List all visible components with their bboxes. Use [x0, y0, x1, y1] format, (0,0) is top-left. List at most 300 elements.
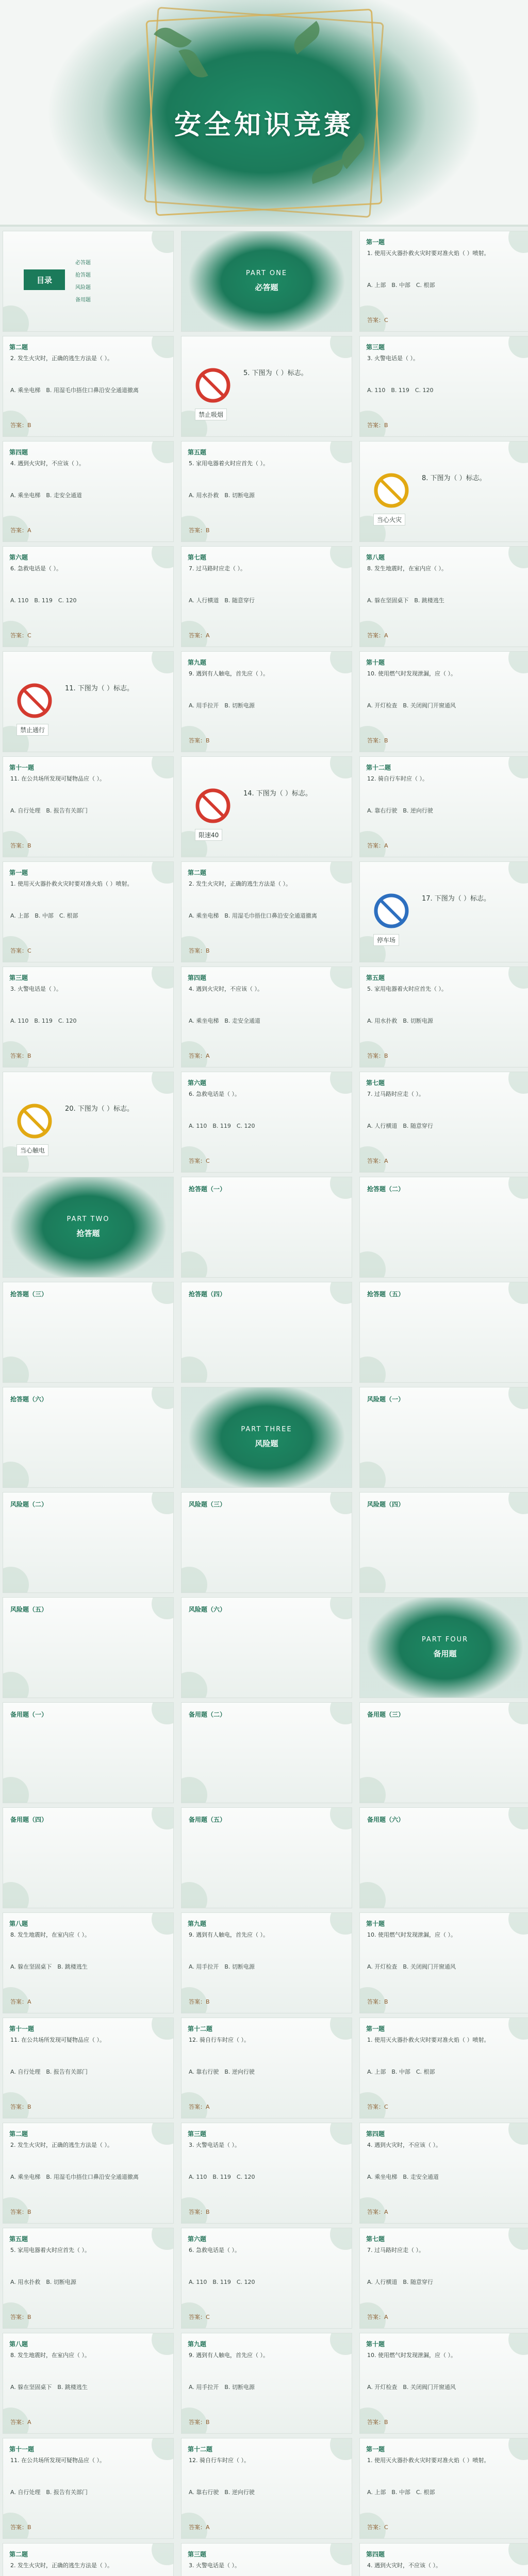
question-text: 9. 遇到有人触电，首先应（ ）。 [189, 2352, 269, 2359]
question-text: 5. 家用电器着火时应首先（ ）。 [10, 2247, 90, 2253]
question-answer: 答案：C [189, 2314, 210, 2320]
question-number: 第三题 [9, 974, 28, 981]
round-slide [181, 1177, 352, 1278]
question-number: 第七题 [366, 2235, 385, 2243]
toc-item: 风险题 [75, 285, 91, 291]
question-options: A. 自行处理 B. 报告有关部门 [10, 2069, 88, 2075]
sign-question: 20. 下图为（ ）标志。 [65, 1105, 134, 1113]
question-answer: 答案：B [10, 2314, 31, 2320]
sign-answer-label: 停车场 [373, 934, 399, 946]
part-name: 备用题 [433, 1649, 457, 1658]
sign-answer-label: 当心触电 [16, 1144, 48, 1156]
question-options: A. 用水扑救 B. 切断电源 [367, 1018, 433, 1024]
question-slide [359, 2228, 528, 2329]
corner-decoration [3, 1882, 29, 1908]
question-answer: 答案：A [189, 2104, 210, 2110]
question-text: 12. 骑自行车时应（ ）。 [189, 2037, 250, 2043]
question-slide [181, 651, 352, 752]
question-number: 第八题 [9, 1920, 28, 1927]
question-text: 8. 发生地震时，在室内应（ ）。 [10, 1931, 90, 1938]
question-slide [3, 336, 174, 437]
question-number: 第九题 [188, 1920, 207, 1927]
question-slide [181, 861, 352, 962]
corner-decoration [152, 1282, 174, 1304]
question-number: 第九题 [188, 2341, 207, 2348]
question-answer: 答案：B [10, 1053, 31, 1059]
question-text: 6. 急救电话是（ ）。 [189, 1091, 240, 1097]
sign-slide [359, 441, 528, 542]
round-label: 风险题（五） [10, 1606, 48, 1613]
question-answer: 答案：C [367, 317, 388, 324]
question-slide [181, 1072, 352, 1173]
question-text: 12. 骑自行车时应（ ）。 [367, 775, 428, 782]
question-answer: 答案：A [10, 527, 31, 534]
question-number: 第七题 [366, 1079, 385, 1087]
question-options: A. 用水扑救 B. 切断电源 [189, 492, 255, 499]
question-slide [359, 2333, 528, 2434]
question-text: 2. 发生火灾时，正确的逃生方法是（ ）。 [10, 2142, 113, 2148]
question-options: A. 靠右行驶 B. 逆向行驶 [367, 807, 433, 814]
question-answer: 答案：A [189, 1053, 210, 1059]
question-options: A. 上部 B. 中部 C. 根部 [10, 912, 78, 919]
question-options: A. 开灯检查 B. 关闭阀门开窗通风 [367, 702, 456, 709]
question-options: A. 躲在坚固桌下 B. 跳楼逃生 [10, 2384, 88, 2391]
question-slide [359, 1912, 528, 2013]
question-number: 第十一题 [9, 2025, 35, 2032]
sign-answer-label: 禁止通行 [16, 724, 48, 736]
round-label: 风险题（四） [367, 1501, 405, 1508]
corner-decoration [330, 1492, 352, 1514]
question-options: A. 110 B. 119 C. 120 [189, 2174, 255, 2180]
question-answer: 答案：B [189, 527, 210, 534]
question-options: A. 开灯检查 B. 关闭阀门开窗通风 [367, 1963, 456, 1970]
question-number: 第十一题 [9, 764, 35, 771]
sign-slide [359, 861, 528, 962]
question-text: 10. 使用燃气时发现泄漏，应（ ）。 [367, 670, 456, 677]
corner-decoration [330, 1597, 352, 1619]
question-slide [359, 2123, 528, 2224]
question-slide [3, 861, 174, 962]
round-slide [359, 1702, 528, 1803]
corner-decoration [359, 1462, 386, 1488]
corner-decoration [508, 1282, 528, 1304]
question-number: 第一题 [366, 239, 385, 246]
question-slide [3, 2123, 174, 2224]
question-number: 第一题 [366, 2446, 385, 2453]
question-slide [3, 756, 174, 857]
sign-question: 5. 下图为（ ）标志。 [243, 369, 308, 377]
question-options: A. 躲在坚固桌下 B. 跳楼逃生 [367, 597, 444, 604]
question-options: A. 乘坐电梯 B. 用湿毛巾捂住口鼻沿安全通道撤离 [10, 387, 139, 394]
question-slide [3, 2018, 174, 2119]
sign-question: 8. 下图为（ ）标志。 [422, 474, 486, 482]
question-number: 第十题 [366, 659, 385, 666]
question-slide [181, 1912, 352, 2013]
corner-decoration [508, 1177, 528, 1199]
corner-decoration [359, 1251, 386, 1278]
question-options: A. 乘坐电梯 B. 走安全通道 [189, 1018, 260, 1024]
question-slide [359, 756, 528, 857]
question-slide [3, 2543, 174, 2576]
question-slide [359, 336, 528, 437]
question-answer: 答案：B [10, 2209, 31, 2215]
question-number: 第二题 [188, 869, 207, 876]
question-options: A. 上部 B. 中部 C. 根部 [367, 2489, 435, 2496]
round-slide [181, 1282, 352, 1383]
round-label: 风险题（六） [189, 1606, 226, 1613]
question-number: 第一题 [366, 2025, 385, 2032]
corner-decoration [152, 231, 174, 253]
part-name: 必答题 [255, 283, 278, 292]
round-label: 抢答题（一） [189, 1185, 226, 1193]
question-number: 第六题 [9, 554, 28, 561]
round-slide [181, 1492, 352, 1593]
question-number: 第六题 [188, 1079, 207, 1087]
round-label: 备用题（四） [10, 1816, 48, 1823]
round-slide [3, 1282, 174, 1383]
sign-answer-label: 禁止吸烟 [195, 409, 227, 420]
question-slide [181, 2438, 352, 2539]
question-options: A. 乘坐电梯 B. 走安全通道 [367, 2174, 439, 2180]
question-options: A. 靠右行驶 B. 逆向行驶 [189, 2489, 255, 2496]
question-options: A. 人行横道 B. 随意穿行 [367, 1123, 433, 1129]
corner-decoration [152, 651, 174, 673]
question-text: 11. 在公共场所发现可疑物品应（ ）。 [10, 775, 105, 782]
question-options: A. 乘坐电梯 B. 用湿毛巾捂住口鼻沿安全通道撤离 [10, 2174, 139, 2180]
question-slide [359, 651, 528, 752]
corner-decoration [3, 1672, 29, 1698]
question-number: 第十二题 [188, 2025, 213, 2032]
question-number: 第二题 [9, 2130, 28, 2138]
question-text: 4. 遇到火灾时，不应该（ ）。 [367, 2562, 441, 2569]
question-options: A. 用手拉开 B. 切断电源 [189, 1963, 255, 1970]
round-label: 备用题（三） [367, 1711, 405, 1718]
round-slide [359, 1282, 528, 1383]
question-number: 第十二题 [188, 2446, 213, 2453]
question-slide [3, 2333, 174, 2434]
corner-decoration [181, 1672, 207, 1698]
corner-decoration [508, 1387, 528, 1409]
question-number: 第九题 [188, 659, 207, 666]
question-number: 第七题 [188, 554, 207, 561]
question-options: A. 自行处理 B. 报告有关部门 [10, 2489, 88, 2496]
question-text: 9. 遇到有人触电，首先应（ ）。 [189, 670, 269, 677]
question-number: 第三题 [366, 344, 385, 351]
question-slide [181, 2018, 352, 2119]
round-slide [3, 1807, 174, 1908]
question-number: 第三题 [188, 2130, 207, 2138]
corner-decoration [508, 1492, 528, 1514]
safety-sign-icon [195, 788, 231, 824]
safety-sign-icon [373, 472, 409, 509]
question-answer: 答案：C [10, 632, 31, 639]
question-text: 2. 发生火灾时，正确的逃生方法是（ ）。 [10, 355, 113, 362]
question-text: 3. 火警电话是（ ）。 [189, 2142, 240, 2148]
question-options: A. 人行横道 B. 随意穿行 [367, 2279, 433, 2285]
question-answer: 答案：B [10, 2524, 31, 2531]
question-number: 第五题 [366, 974, 385, 981]
part-number: PART ONE [245, 269, 288, 277]
corner-decoration [330, 1177, 352, 1199]
question-answer: 答案：B [10, 2104, 31, 2110]
round-label: 风险题（二） [10, 1501, 48, 1508]
question-text: 5. 家用电器着火时应首先（ ）。 [367, 986, 447, 992]
round-slide [359, 1807, 528, 1908]
round-slide [359, 1492, 528, 1593]
sign-slide [181, 756, 352, 857]
question-number: 第三题 [188, 2551, 207, 2558]
question-slide [359, 1072, 528, 1173]
part-number: PART TWO [67, 1215, 110, 1223]
question-text: 7. 过马路时应走（ ）。 [367, 2247, 424, 2253]
part-number: PART THREE [241, 1426, 292, 1433]
corner-decoration [181, 1882, 207, 1908]
question-number: 第二题 [9, 344, 28, 351]
question-text: 3. 火警电话是（ ）。 [367, 355, 419, 362]
title-slide [0, 0, 528, 227]
question-text: 4. 遇到火灾时，不应该（ ）。 [189, 986, 263, 992]
corner-decoration [152, 1072, 174, 1094]
question-text: 11. 在公共场所发现可疑物品应（ ）。 [10, 2457, 105, 2464]
safety-sign-icon [16, 683, 53, 719]
question-answer: 答案：A [10, 1998, 31, 2005]
question-answer: 答案：C [367, 2524, 388, 2531]
question-number: 第二题 [9, 2551, 28, 2558]
question-options: A. 110 B. 119 C. 120 [367, 387, 434, 394]
corner-decoration [181, 1567, 207, 1593]
question-slide [3, 2438, 174, 2539]
question-text: 10. 使用燃气时发现泄漏，应（ ）。 [367, 2352, 456, 2359]
question-answer: 答案：B [10, 422, 31, 429]
question-answer: 答案：A [10, 2419, 31, 2426]
question-answer: 答案：B [367, 1998, 388, 2005]
corner-decoration [152, 1387, 174, 1409]
question-text: 4. 遇到火灾时，不应该（ ）。 [367, 2142, 441, 2148]
question-number: 第八题 [366, 554, 385, 561]
question-number: 第四题 [366, 2551, 385, 2558]
question-slide [181, 441, 352, 542]
question-options: A. 自行处理 B. 报告有关部门 [10, 807, 88, 814]
question-answer: 答案：B [189, 947, 210, 954]
corner-decoration [152, 1702, 174, 1724]
question-answer: 答案：B [367, 2419, 388, 2426]
corner-decoration [359, 1357, 386, 1383]
question-answer: 答案：B [367, 737, 388, 744]
question-options: A. 人行横道 B. 随意穿行 [189, 597, 255, 604]
round-slide [3, 1597, 174, 1698]
round-slide [359, 1387, 528, 1488]
question-options: A. 躲在坚固桌下 B. 跳楼逃生 [10, 1963, 88, 1970]
round-label: 备用题（六） [367, 1816, 405, 1823]
corner-decoration [330, 1807, 352, 1829]
part-name: 风险题 [255, 1439, 278, 1448]
round-label: 备用题（一） [10, 1711, 48, 1718]
question-number: 第十二题 [366, 764, 391, 771]
corner-decoration [3, 1462, 29, 1488]
toc-item: 必答题 [75, 260, 91, 266]
sign-slide [3, 1072, 174, 1173]
question-text: 6. 急救电话是（ ）。 [189, 2247, 240, 2253]
question-text: 11. 在公共场所发现可疑物品应（ ）。 [10, 2037, 105, 2043]
corner-decoration [330, 1702, 352, 1724]
sign-answer-label: 当心火灾 [373, 514, 405, 526]
corner-decoration [181, 1357, 207, 1383]
question-answer: 答案：B [189, 1998, 210, 2005]
sign-slide [181, 336, 352, 437]
sign-answer-label: 限速40 [195, 829, 222, 841]
question-number: 第五题 [188, 449, 207, 456]
sign-question: 17. 下图为（ ）标志。 [422, 895, 490, 903]
part-slide [3, 1177, 174, 1278]
toc-item: 备用题 [75, 297, 91, 303]
corner-decoration [3, 306, 29, 332]
question-slide [359, 546, 528, 647]
question-text: 1. 使用灭火器扑救火灾时要对准火焰（ ）喷射。 [367, 250, 490, 257]
question-text: 1. 使用灭火器扑救火灾时要对准火焰（ ）喷射。 [367, 2037, 490, 2043]
question-answer: 答案：B [189, 737, 210, 744]
question-slide [181, 2333, 352, 2434]
corner-decoration [3, 1357, 29, 1383]
question-options: A. 上部 B. 中部 C. 根部 [367, 2069, 435, 2075]
corner-decoration [181, 1777, 207, 1803]
question-text: 1. 使用灭火器扑救火灾时要对准火焰（ ）喷射。 [10, 880, 133, 887]
toc-item: 抢答题 [75, 273, 91, 278]
corner-decoration [152, 1492, 174, 1514]
question-slide [181, 546, 352, 647]
round-label: 备用题（五） [189, 1816, 226, 1823]
question-options: A. 用手拉开 B. 切断电源 [189, 702, 255, 709]
round-label: 风险题（一） [367, 1396, 405, 1403]
question-answer: 答案：A [367, 2209, 388, 2215]
question-text: 4. 遇到火灾时，不应该（ ）。 [10, 460, 85, 467]
question-slide [3, 967, 174, 1067]
corner-decoration [508, 1702, 528, 1724]
question-answer: 答案：A [367, 1158, 388, 1164]
safety-sign-icon [16, 1103, 53, 1139]
question-answer: 答案：C [10, 947, 31, 954]
question-slide [181, 2228, 352, 2329]
question-text: 8. 发生地震时，在室内应（ ）。 [10, 2352, 90, 2359]
question-answer: 答案：C [189, 1158, 210, 1164]
question-text: 3. 火警电话是（ ）。 [10, 986, 62, 992]
corner-decoration [359, 1777, 386, 1803]
question-text: 2. 发生火灾时，正确的逃生方法是（ ）。 [10, 2562, 113, 2569]
question-options: A. 110 B. 119 C. 120 [189, 2279, 255, 2285]
round-label: 抢答题（六） [10, 1396, 48, 1403]
round-slide [3, 1387, 174, 1488]
question-text: 12. 骑自行车时应（ ）。 [189, 2457, 250, 2464]
question-options: A. 110 B. 119 C. 120 [10, 597, 77, 604]
question-answer: 答案：A [367, 842, 388, 849]
round-label: 备用题（二） [189, 1711, 226, 1718]
question-options: A. 靠右行驶 B. 逆向行驶 [189, 2069, 255, 2075]
question-options: A. 用手拉开 B. 切断电源 [189, 2384, 255, 2391]
question-slide [3, 2228, 174, 2329]
round-slide [3, 1492, 174, 1593]
question-slide [181, 2543, 352, 2576]
question-slide [359, 2543, 528, 2576]
question-answer: 答案：B [189, 2419, 210, 2426]
question-number: 第四题 [9, 449, 28, 456]
corner-decoration [330, 336, 352, 358]
question-slide [181, 2123, 352, 2224]
sign-slide [3, 651, 174, 752]
question-text: 6. 急救电话是（ ）。 [10, 565, 62, 572]
question-number: 第五题 [9, 2235, 28, 2243]
round-label: 抢答题（四） [189, 1291, 226, 1298]
question-options: A. 用水扑救 B. 切断电源 [10, 2279, 76, 2285]
question-options: A. 开灯检查 B. 关闭阀门开窗通风 [367, 2384, 456, 2391]
part-number: PART FOUR [421, 1636, 469, 1643]
round-slide [181, 1597, 352, 1698]
question-answer: 答案：A [189, 632, 210, 639]
question-slide [3, 441, 174, 542]
corner-decoration [330, 756, 352, 778]
round-label: 抢答题（二） [367, 1185, 405, 1193]
corner-decoration [359, 1882, 386, 1908]
corner-decoration [152, 1807, 174, 1829]
toc-badge: 目录 [24, 269, 65, 290]
part-name: 抢答题 [76, 1229, 100, 1238]
question-options: A. 上部 B. 中部 C. 根部 [367, 282, 435, 289]
corner-decoration [508, 861, 528, 884]
question-slide [359, 2018, 528, 2119]
round-slide [181, 1807, 352, 1908]
question-slide [359, 231, 528, 332]
corner-decoration [3, 1777, 29, 1803]
question-number: 第八题 [9, 2341, 28, 2348]
question-slide [181, 967, 352, 1067]
corner-decoration [3, 1567, 29, 1593]
question-answer: 答案：C [367, 2104, 388, 2110]
question-answer: 答案：B [367, 1053, 388, 1059]
round-slide [181, 1702, 352, 1803]
question-number: 第一题 [9, 869, 28, 876]
question-number: 第四题 [366, 2130, 385, 2138]
question-number: 第十题 [366, 2341, 385, 2348]
corner-decoration [152, 1597, 174, 1619]
part-slide [181, 1387, 352, 1488]
corner-decoration [508, 441, 528, 463]
round-slide [359, 1177, 528, 1278]
question-answer: 答案：A [367, 2314, 388, 2320]
question-answer: 答案：A [367, 632, 388, 639]
round-slide [3, 1702, 174, 1803]
round-label: 抢答题（三） [10, 1291, 48, 1298]
main-title: 安全知识竞赛 [174, 110, 354, 141]
question-number: 第十一题 [9, 2446, 35, 2453]
corner-decoration [330, 1282, 352, 1304]
part-slide [359, 1597, 528, 1698]
question-options: A. 110 B. 119 C. 120 [10, 1018, 77, 1024]
question-text: 9. 遇到有人触电，首先应（ ）。 [189, 1931, 269, 1938]
safety-sign-icon [195, 367, 231, 403]
question-text: 2. 发生火灾时，正确的逃生方法是（ ）。 [189, 880, 291, 887]
question-text: 5. 家用电器着火时应首先（ ）。 [189, 460, 269, 467]
question-answer: 答案：B [189, 2209, 210, 2215]
question-slide [3, 1912, 174, 2013]
corner-decoration [359, 1567, 386, 1593]
question-options: A. 乘坐电梯 B. 用湿毛巾捂住口鼻沿安全通道撤离 [189, 912, 317, 919]
sign-question: 11. 下图为（ ）标志。 [65, 685, 134, 692]
question-slide [359, 2438, 528, 2539]
sign-question: 14. 下图为（ ）标志。 [243, 790, 312, 798]
slide-grid [0, 231, 528, 2576]
question-slide [3, 546, 174, 647]
round-label: 风险题（三） [189, 1501, 226, 1508]
question-text: 8. 发生地震时，在室内应（ ）。 [367, 565, 447, 572]
round-label: 抢答题（五） [367, 1291, 405, 1298]
